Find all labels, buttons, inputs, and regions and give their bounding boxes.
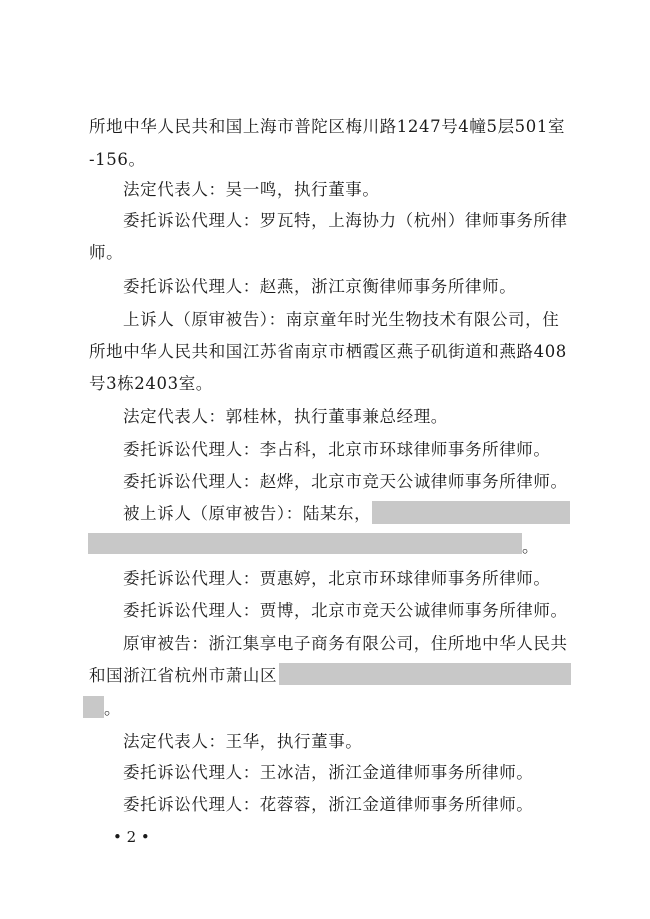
text-line: 号3栋2403室。 [89,374,213,393]
text-line: 原审被告：浙江集享电子商务有限公司，住所地中华人民共 [123,634,568,653]
text-line: 委托诉讼代理人：赵烨，北京市竞天公诚律师事务所律师。 [123,472,568,491]
text-line: 。 [522,537,540,556]
text-line: 法定代表人：郭桂林，执行董事兼总经理。 [123,407,448,426]
text-line: 和国浙江省杭州市萧山区 [89,666,278,685]
redaction-bar [279,663,571,685]
text-line: 被上诉人（原审被告）：陆某东， [123,504,372,523]
redaction-bar [88,533,522,554]
text-line: 上诉人（原审被告）：南京童年时光生物技术有限公司，住 [123,310,560,329]
text-line: 。 [104,699,122,718]
text-line: 师。 [89,243,124,262]
text-line: 委托诉讼代理人：赵燕，浙江京衡律师事务所律师。 [123,277,517,296]
text-line: 委托诉讼代理人：王冰洁，浙江金道律师事务所律师。 [123,763,534,782]
text-line: 所地中华人民共和国上海市普陀区梅川路1247号4幢5层501室 [89,117,566,136]
text-line: 委托诉讼代理人：贾博，北京市竞天公诚律师事务所律师。 [123,601,568,620]
text-line: 委托诉讼代理人：贾惠婷，北京市环球律师事务所律师。 [123,569,551,588]
text-line: 法定代表人：吴一鸣，执行董事。 [123,180,380,199]
text-line: 法定代表人：王华，执行董事。 [123,732,363,751]
text-line: 所地中华人民共和国江苏省南京市栖霞区燕子矶街道和燕路408 [89,342,567,361]
text-line: 委托诉讼代理人：罗瓦特，上海协力（杭州）律师事务所律 [123,211,568,230]
page-number: • 2 • [113,828,150,846]
text-line: -156。 [89,150,146,169]
redaction-bar [83,696,104,718]
text-line: 委托诉讼代理人：花蓉蓉，浙江金道律师事务所律师。 [123,795,534,814]
text-line: 委托诉讼代理人：李占科，北京市环球律师事务所律师。 [123,440,551,459]
redaction-bar [372,501,570,524]
